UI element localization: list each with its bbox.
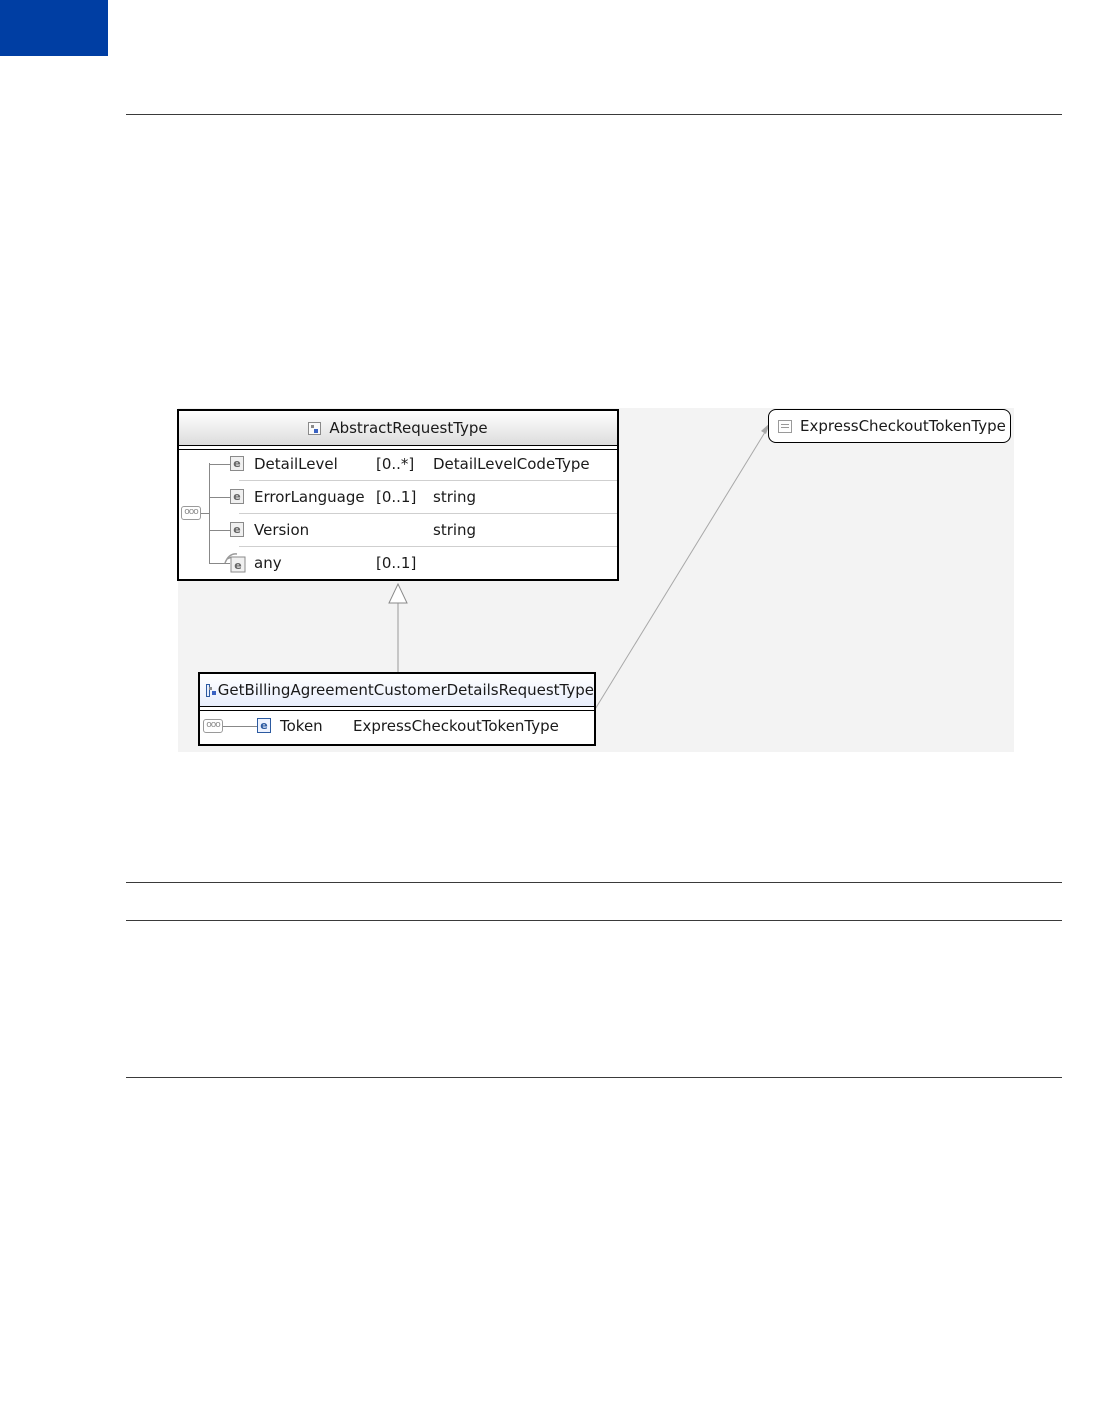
branch-line — [209, 530, 230, 531]
element-name: Version — [254, 521, 310, 539]
element-icon: e — [230, 489, 244, 504]
element-name: ErrorLanguage — [254, 488, 365, 506]
element-name: any — [254, 554, 282, 572]
element-row — [200, 710, 594, 743]
abstract-request-type-box — [177, 409, 619, 581]
element-cardinality: [0..*] — [376, 455, 415, 473]
element-type: DetailLevelCodeType — [433, 455, 590, 473]
element-name: DetailLevel — [254, 455, 338, 473]
complex-type-icon — [206, 684, 210, 697]
complex-type-icon — [308, 422, 321, 435]
sequence-icon: ooo — [181, 506, 201, 520]
element-icon: e — [257, 718, 271, 733]
express-checkout-token-type-title: ExpressCheckoutTokenType — [800, 417, 1006, 435]
abstract-request-type-header — [179, 411, 617, 445]
element-row — [179, 514, 617, 547]
svg-text:e: e — [234, 559, 242, 572]
request-type-header — [200, 674, 594, 706]
sequence-icon: ooo — [203, 719, 223, 733]
element-type: string — [433, 488, 477, 506]
element-type: ExpressCheckoutTokenType — [353, 717, 559, 735]
branch-line — [209, 497, 230, 498]
inheritance-arrow — [389, 584, 407, 603]
element-cardinality: [0..1] — [376, 488, 417, 506]
branch-line — [209, 464, 230, 465]
element-cardinality: [0..1] — [376, 554, 417, 572]
element-icon: e — [230, 522, 244, 537]
element-row — [179, 547, 617, 580]
express-checkout-token-type-box — [768, 409, 1011, 443]
element-type: string — [433, 521, 477, 539]
wildcard-element-icon — [223, 551, 249, 573]
element-row — [179, 448, 617, 481]
element-name: Token — [280, 717, 323, 735]
branch-line — [223, 726, 257, 727]
request-type-title: GetBillingAgreementCustomerDetailsRequestType — [217, 681, 594, 699]
abstract-request-type-title: AbstractRequestType — [329, 419, 488, 437]
simple-type-icon — [778, 420, 792, 433]
request-type-box — [198, 672, 596, 746]
element-icon: e — [230, 456, 244, 471]
element-row — [179, 481, 617, 514]
